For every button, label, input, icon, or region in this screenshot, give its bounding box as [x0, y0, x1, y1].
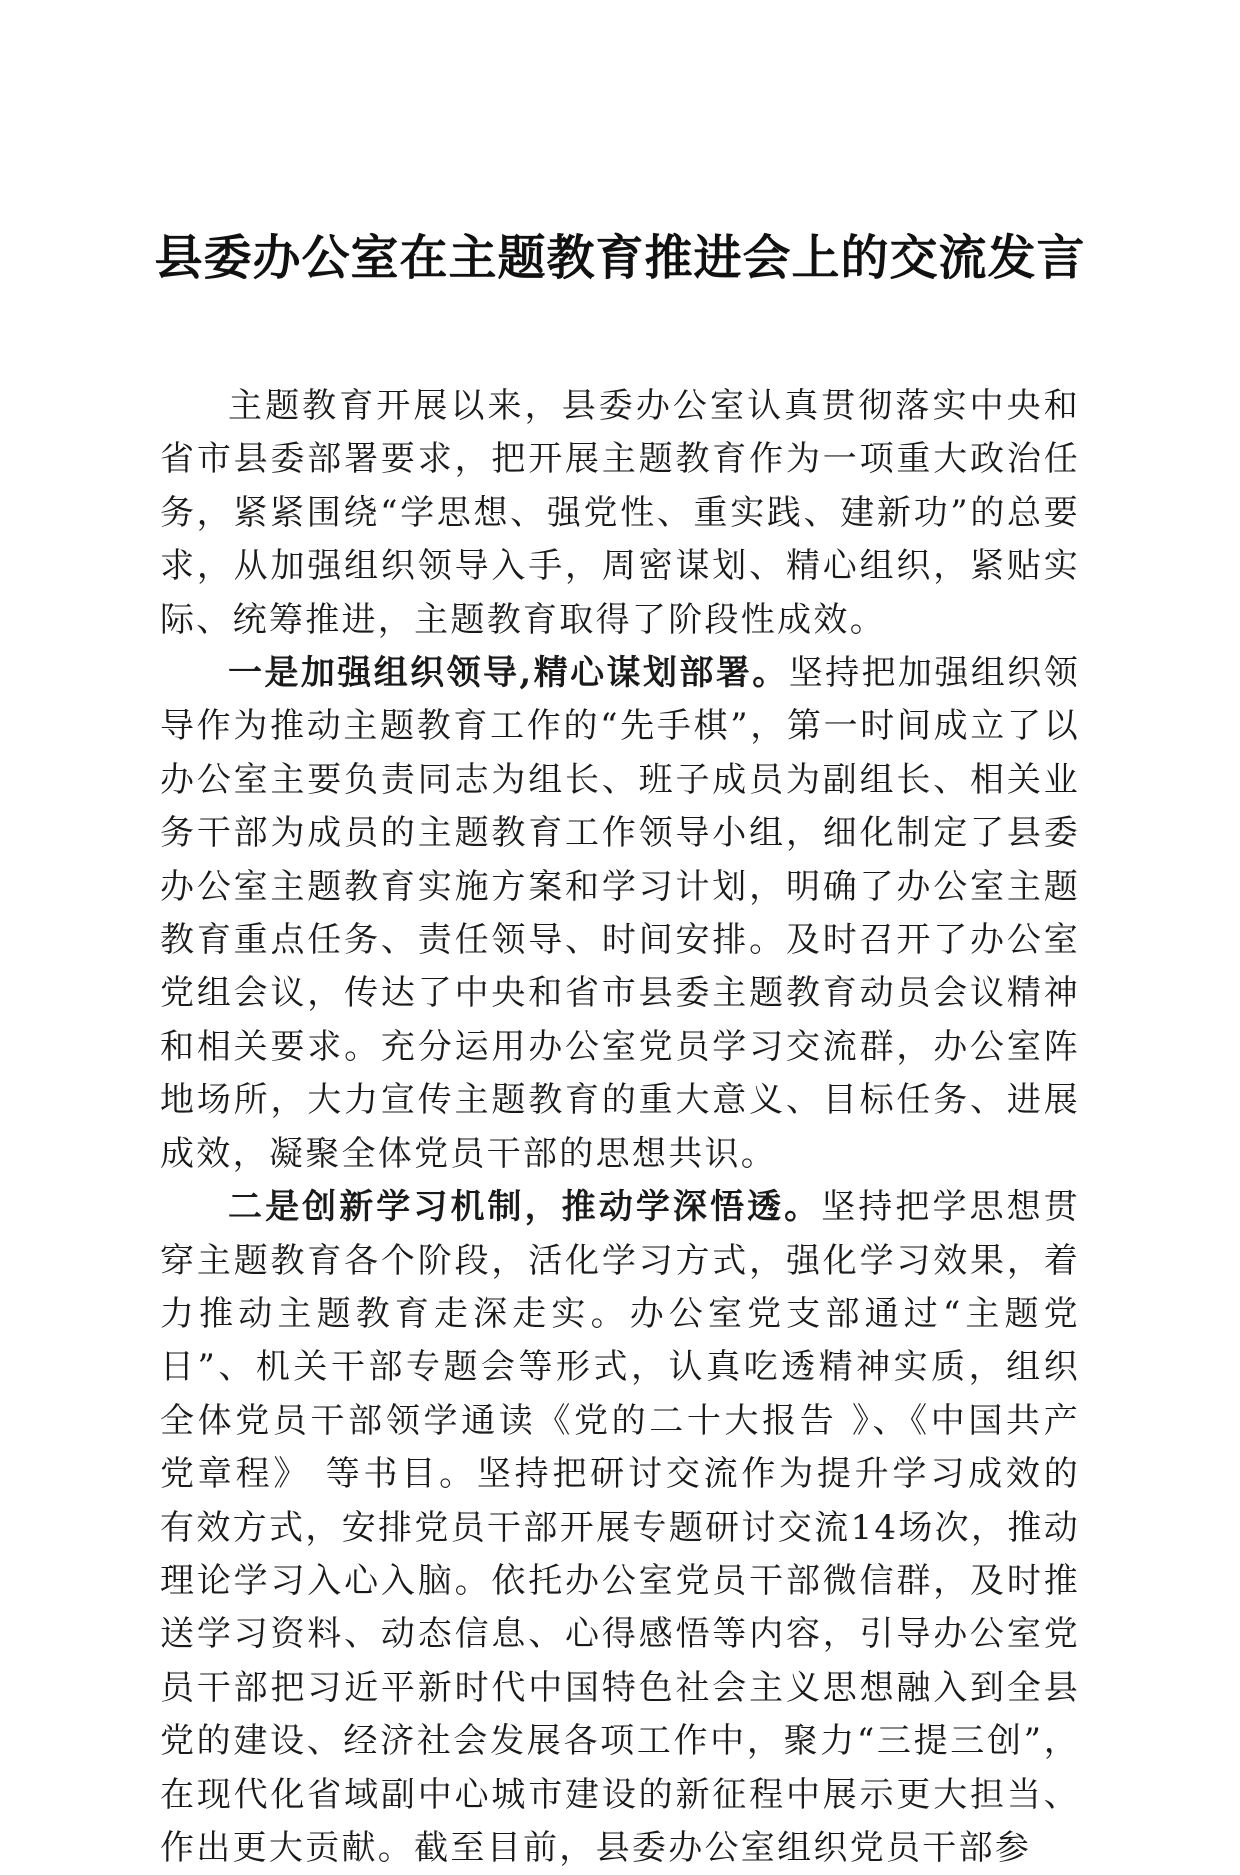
section-2-text: 坚持把学思想贯穿主题教育各个阶段，活化学习方式，强化学习效果，着力推动主题教育走深走实。办公室党支部通过“主题党日”、机关干部专题会等形式，认真吃透精神实质，组织全体党员干部领学通读《党的二十大报告 》、《中国共产党章程》 等书目。坚持把研讨交流作为提升学习成效的有效方式，安排党员干部开展专题研讨交流14场次，推动理论学习入心入脑。依托办公室党员干部微信群，及时推送学习资料、动态信息、心得感悟等内容，引导办公室党员干部把习近平新时代中国特色社会主义思想融入到全县党的建设、经济社会发展各项工作中，聚力“三提三创”，在现代化省域副中心城市建设的新征程中展示更大担当、作出更大贡献。截至目前，县委办公室组织党员干部参 [160, 1187, 1080, 1868]
section-1-text: 坚持把加强组织领导作为推动主题教育工作的“先手棋”，第一时间成立了以办公室主要负责同志为组长、班子成员为副组长、相关业务干部为成员的主题教育工作领导小组，细化制定了县委办公室主题教育实施方案和学习计划，明确了办公室主题教育重点任务、责任领导、时间安排。及时召开了办公室党组会议，传达了中央和省市县委主题教育动员会议精神和相关要求。充分运用办公室党员学习交流群，办公室阵地场所，大力宣传主题教育的重大意义、目标任务、进展成效，凝聚全体党员干部的思想共识。 [160, 653, 1081, 1174]
document-body [160, 380, 1080, 1875]
paragraph-intro-text: 主题教育开展以来，县委办公室认真贯彻落实中央和省市县委部署要求，把开展主题教育作为一项重大政治任务，紧紧围绕“学思想、强党性、重实践、建新功”的总要求，从加强组织领导入手，周密谋划、精心组织，紧贴实际、统筹推进，主题教育取得了阶段性成效。 [160, 386, 1080, 640]
document-title: 县委办公室在主题教育推进会上的交流发言 [154, 230, 1086, 286]
section-1-heading: 一是加强组织领导,精心谋划部署。 [228, 653, 789, 694]
section-2-heading: 二是创新学习机制，推动学深悟透。 [228, 1187, 822, 1228]
paragraph-section-2 [160, 1181, 1080, 1875]
paragraph-intro [160, 380, 1080, 647]
paragraph-section-1 [160, 647, 1080, 1181]
